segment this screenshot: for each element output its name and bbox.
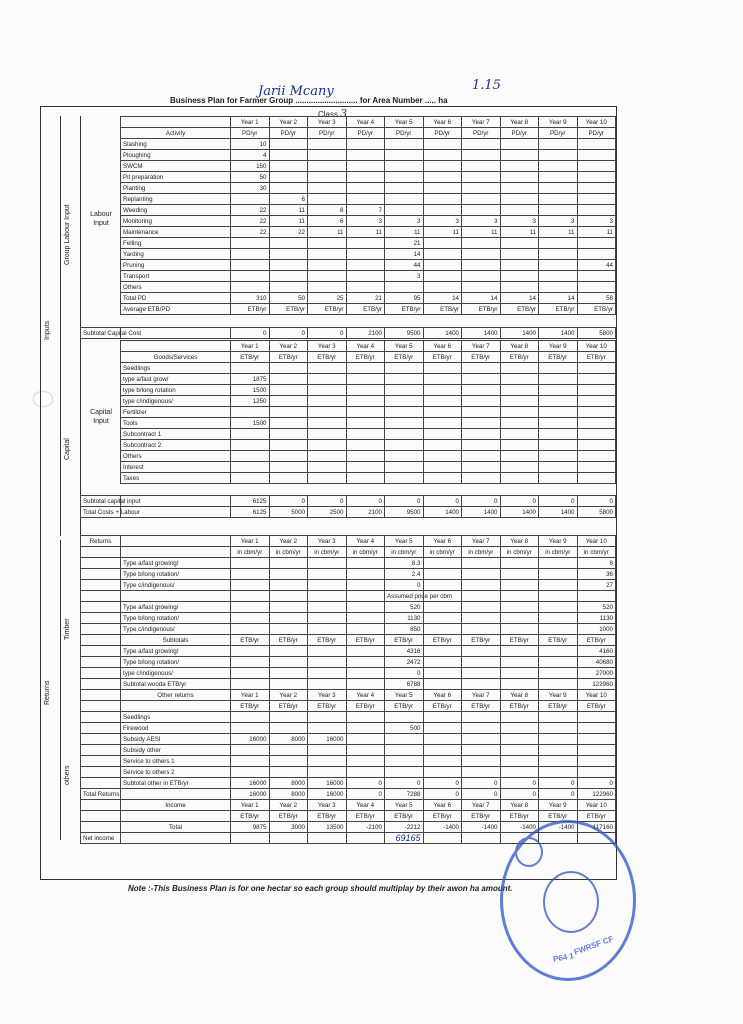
capital-header-units: Goods/Services ETB/yr ETB/yr ETB/yr ETB/yr ETB/yr ETB/yr ETB/yr ETB/yr ETB/yr ETB/yr: [121, 352, 616, 363]
labour-row: Weeding 22 11 8 7: [121, 205, 616, 216]
capital-row: Fertilizer: [121, 407, 616, 418]
labour-row: Planting 30: [121, 183, 616, 194]
capital-row: type c/indigenous/ 1250: [121, 396, 616, 407]
capital-totals-table: [80, 495, 616, 518]
price-row: Type c/indigenous/ 850 1000: [81, 624, 616, 635]
capital-row: Seedlings: [121, 363, 616, 374]
labour-row: Transport 3: [121, 271, 616, 282]
capital-input-label: Capital Input: [90, 409, 112, 425]
labour-row: Pruning 44 44: [121, 260, 616, 271]
capital-header-years: Year 1 Year 2 Year 3 Year 4 Year 5 Year 6 Year 7 Year 8 Year 9 Year 10: [121, 341, 616, 352]
wood-subtotal-row: Subtotal wooda ETB/yr 6788 122960: [81, 679, 616, 690]
subtotal-row: Type b/long rotation/ 2472 40680: [81, 657, 616, 668]
income-header-units: ETB/yr ETB/yr ETB/yr ETB/yr ETB/yr ETB/yr ETB/yr ETB/yr ETB/yr ETB/yr: [81, 811, 616, 822]
price-row: Type a/fast growing/ 520 520: [81, 602, 616, 613]
net-income-row: Net income 69165: [81, 833, 616, 844]
side-label-capital: Capital: [64, 438, 71, 460]
other-returns-row: Service to others 2: [81, 767, 616, 778]
returns-header-units: in cbm/yr in cbm/yr in cbm/yr in cbm/yr in cbm/yr in cbm/yr in cbm/yr in cbm/yr in cbm/yr in cbm/yr: [81, 547, 616, 558]
capital-row: Subcontract 1: [121, 429, 616, 440]
capital-subtotal-row: Subtotal capital input 6125 0 0 0 0 0 0 0 0 0: [81, 496, 616, 507]
side-label-inputs: Inputs: [44, 320, 51, 340]
income-total-row: Total 9875 3000 13500 -2100 -2212 -1400 -1400 -1400 -1400 117160: [81, 822, 616, 833]
labour-header-years: Year 1 Year 2 Year 3 Year 4 Year 5 Year 6 Year 7 Year 8 Year 9 Year 10: [121, 117, 616, 128]
labour-input-table: [120, 116, 616, 315]
labour-subtotal-row: Subtotal Capital Cost 0 0 0 2100 9500 1400 1400 1400 1400 5800: [81, 328, 616, 339]
returns-volume-row: Type c/indigenous/ 0 27: [81, 580, 616, 591]
subtotal-row: Type a/fast growing/ 4316 4160: [81, 646, 616, 657]
returns-header-years: Returns Year 1 Year 2 Year 3 Year 4 Year 5 Year 6 Year 7 Year 8 Year 9 Year 10: [81, 536, 616, 547]
capital-row: type b/long rotation 1500: [121, 385, 616, 396]
labour-row: Average ETB/PD ETB/yr ETB/yr ETB/yr ETB/yr ETB/yr ETB/yr ETB/yr ETB/yr ETB/yr ETB/yr: [121, 304, 616, 315]
returns-volume-row: Type b/long rotation/ 2.4 36: [81, 569, 616, 580]
labour-row: Yarding 14: [121, 249, 616, 260]
labour-input-label: Labour Input: [90, 211, 112, 227]
returns-table: [80, 535, 616, 844]
other-returns-header: Other returns Year 1 Year 2 Year 3 Year 4 Year 5 Year 6 Year 7 Year 8 Year 9 Year 10: [81, 690, 616, 701]
labour-row: Pit preparation 50: [121, 172, 616, 183]
income-header-years: Income Year 1 Year 2 Year 3 Year 4 Year 5 Year 6 Year 7 Year 8 Year 9 Year 10: [81, 800, 616, 811]
labour-row: SWCM 150: [121, 161, 616, 172]
total-costs-row: Total Costs + Labour 6125 5000 2500 2100 9500 1400 1400 1400 1400 5800: [81, 507, 616, 518]
side-label-group-labour: Group Labour Input: [64, 204, 71, 265]
labour-row: Felling 21: [121, 238, 616, 249]
other-returns-row: Subsidy AESI 16000 8000 16000: [81, 734, 616, 745]
capital-row: Interest: [121, 462, 616, 473]
labour-row: Slashing 10: [121, 139, 616, 150]
labour-row: Ploughing 4: [121, 150, 616, 161]
capital-row: Subcontract 2: [121, 440, 616, 451]
other-returns-row: Seedlings: [81, 712, 616, 723]
handwritten-group-name: Jarii Mcany: [258, 84, 334, 99]
labour-row: Maintenance 22 22 11 11 11 11 11 11 11 11: [121, 227, 616, 238]
page-title: Business Plan for Farmer Group ............................ for Area Number ..... ha: [170, 96, 448, 105]
returns-volume-row: Type a/fast growing/ 8.3 8: [81, 558, 616, 569]
labour-row: Total PD 310 50 25 21 95 14 14 14 14 58: [121, 293, 616, 304]
other-returns-row: Subsidy other: [81, 745, 616, 756]
side-label-timber: Timber: [64, 618, 71, 640]
handwritten-area: 1.15: [472, 78, 501, 93]
official-stamp: FWRSF CF P64 1: [500, 820, 636, 981]
class-label: Class 3: [318, 107, 348, 120]
other-returns-row: Service to others 1: [81, 756, 616, 767]
other-returns-row: Firewood 500: [81, 723, 616, 734]
labour-row: Monitoring 22 11 6 3 3 3 3 3 3 3: [121, 216, 616, 227]
labour-header-units: Activity PD/yr PD/yr PD/yr PD/yr PD/yr PD/yr PD/yr PD/yr PD/yr PD/yr: [121, 128, 616, 139]
side-label-returns: Returns: [44, 680, 51, 705]
capital-row: Tools 1500: [121, 418, 616, 429]
total-returns-row: Total Returns 16000 8000 16000 0 7288 0 0 0 0 122960: [81, 789, 616, 800]
footnote: Note :-This Business Plan is for one hectar so each group should multiplay by their awon ha amount.: [128, 884, 513, 893]
side-label-others: others: [64, 765, 71, 785]
price-row: Type b/long rotation/ 1130 1130: [81, 613, 616, 624]
capital-row: type a/fast grow/ 1875: [121, 374, 616, 385]
capital-input-table: [120, 340, 616, 484]
other-returns-units: ETB/yr ETB/yr ETB/yr ETB/yr ETB/yr ETB/yr ETB/yr ETB/yr ETB/yr ETB/yr: [81, 701, 616, 712]
price-heading-row: Assumed price per cbm: [81, 591, 616, 602]
labour-row: Replanting 6: [121, 194, 616, 205]
subtotal-row: type c/indigenous/ 0 27000: [81, 668, 616, 679]
other-returns-row: Subtotal other in ETB/yr 16000 8000 16000 0 0 0 0 0 0 0: [81, 778, 616, 789]
capital-row: Others: [121, 451, 616, 462]
labour-row: Others: [121, 282, 616, 293]
capital-row: Taxes: [121, 473, 616, 484]
subtotals-header: Subtotals ETB/yr ETB/yr ETB/yr ETB/yr ETB/yr ETB/yr ETB/yr ETB/yr ETB/yr ETB/yr: [81, 635, 616, 646]
labour-subtotal-table: [80, 327, 616, 339]
